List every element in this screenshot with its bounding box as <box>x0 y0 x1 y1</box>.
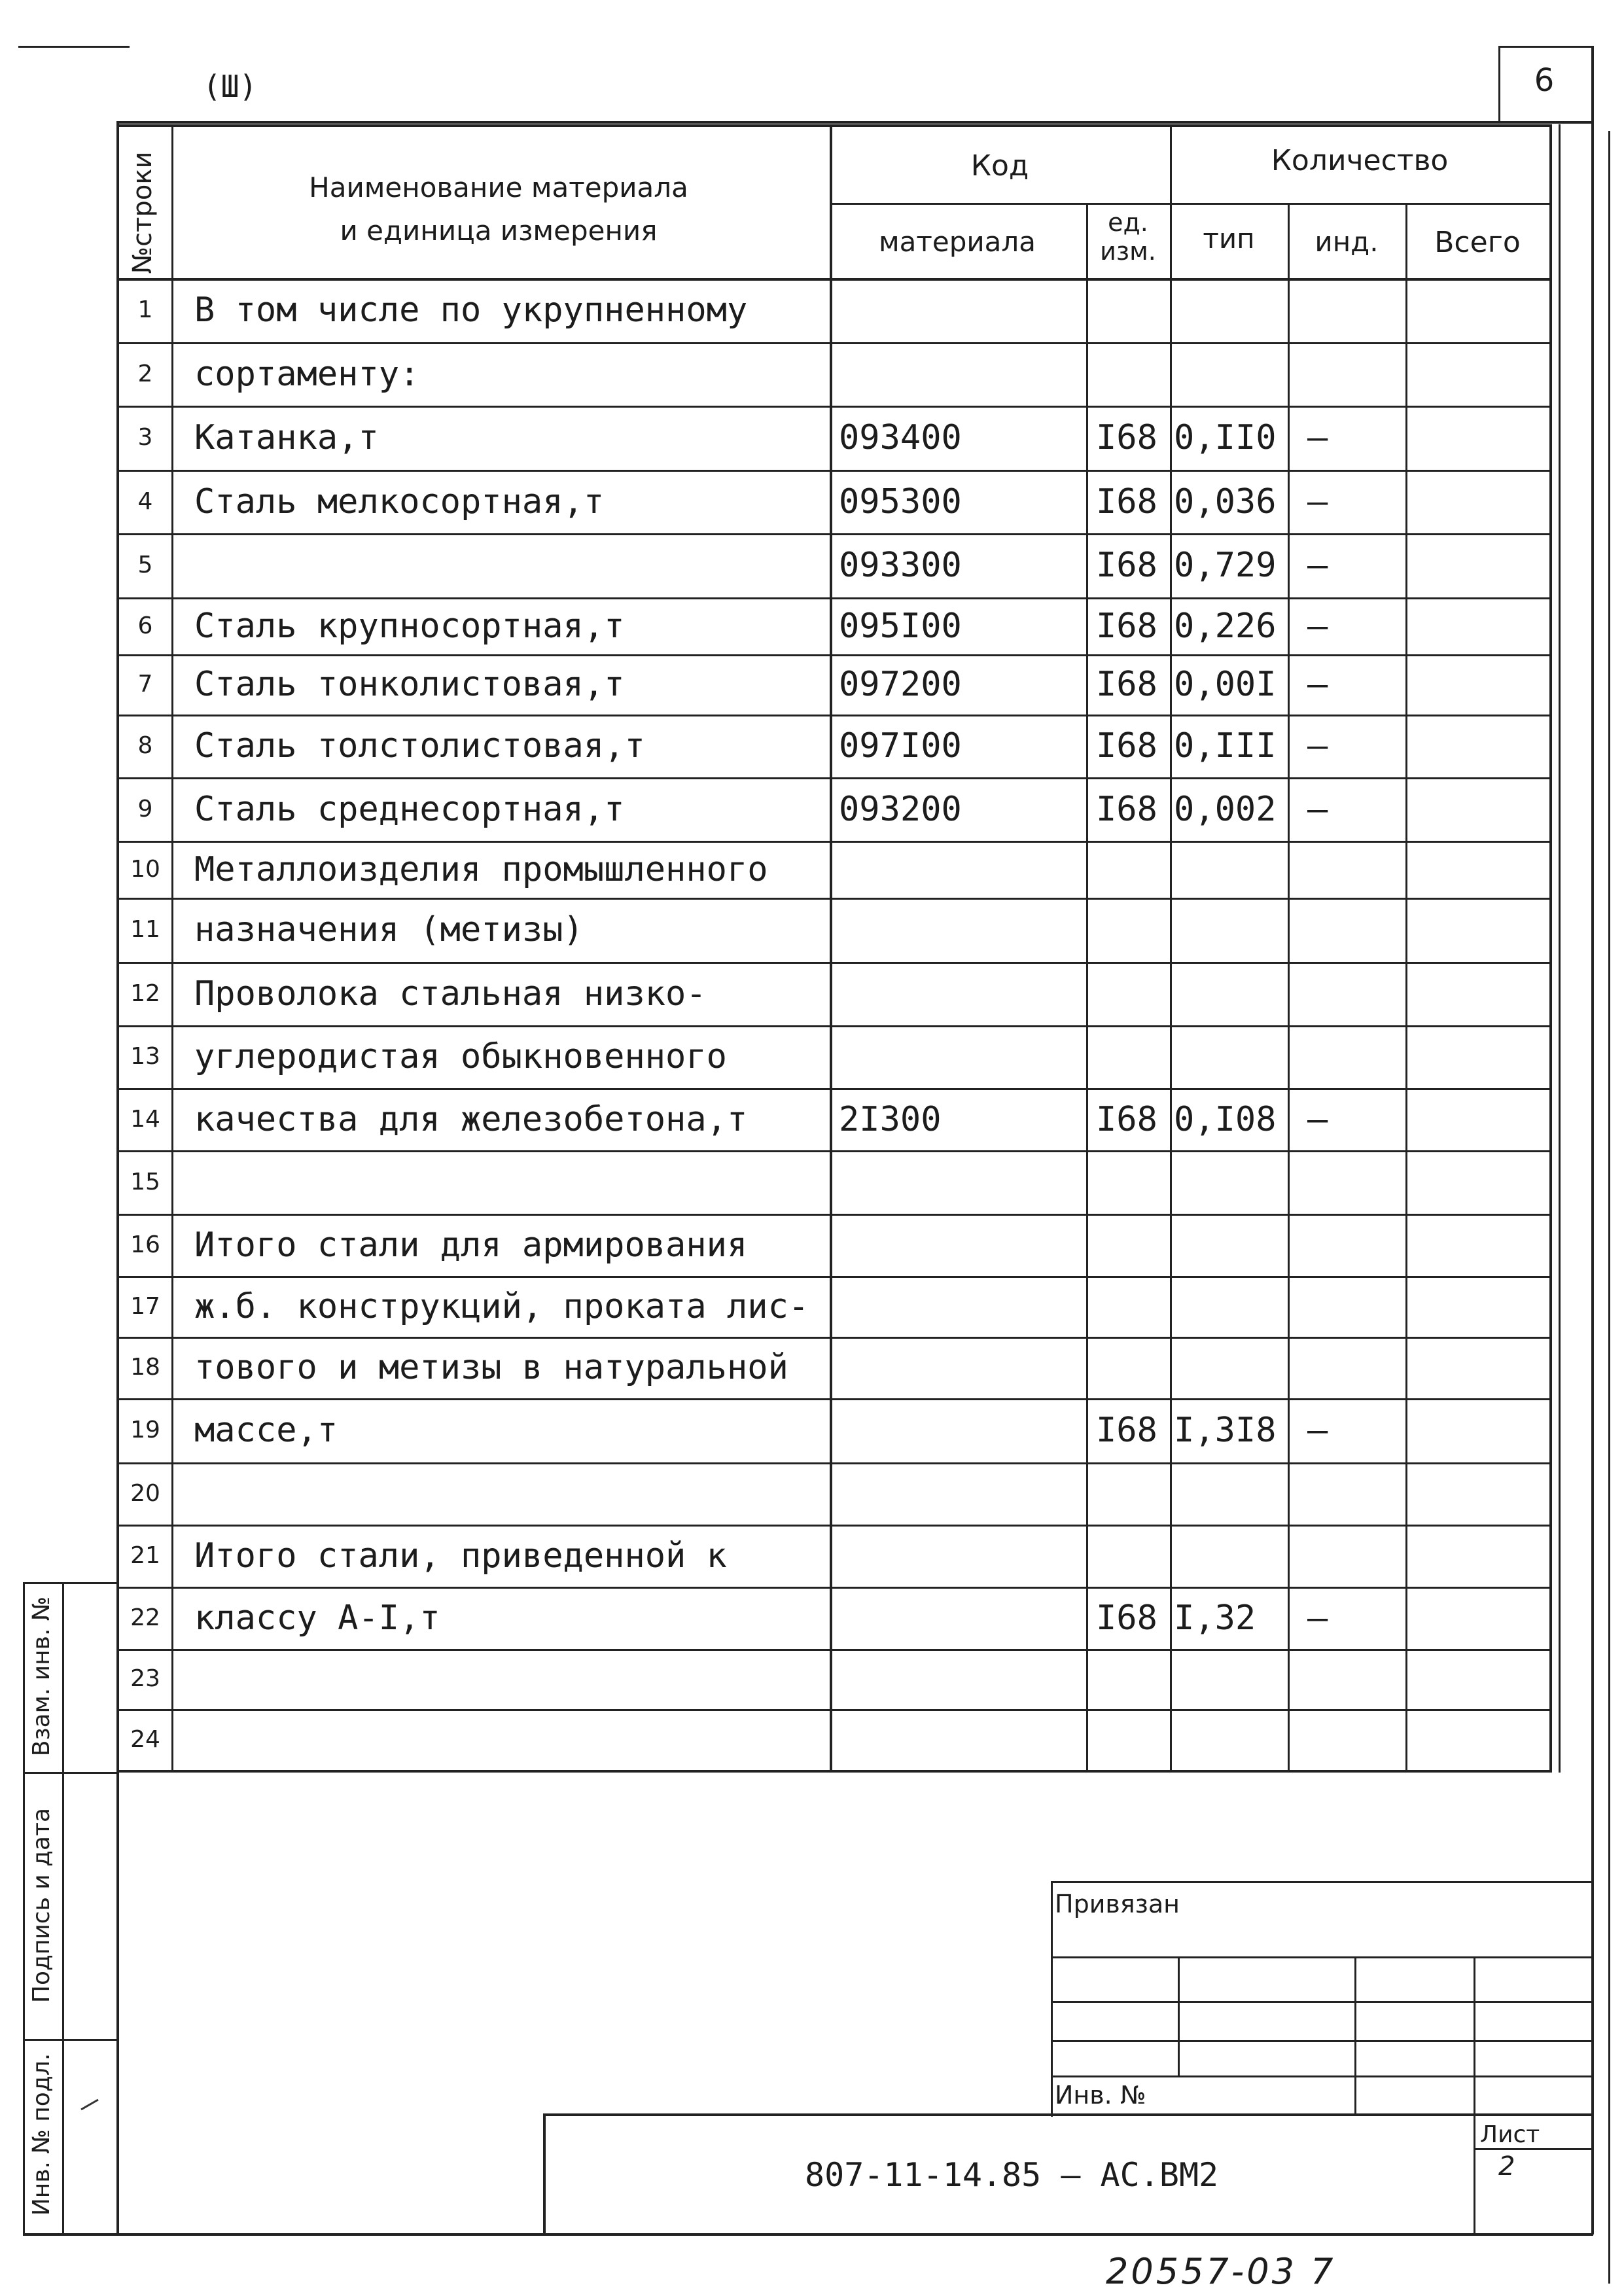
table-row-line <box>118 1709 1549 1711</box>
row-code: 095300 <box>839 482 962 521</box>
row-ind: – <box>1307 1099 1328 1139</box>
row-ind: – <box>1307 546 1328 585</box>
row-number: 13 <box>130 1043 160 1070</box>
row-unit: I68 <box>1096 1598 1157 1638</box>
header-unit-line2: изм. <box>1100 237 1156 266</box>
row-unit: I68 <box>1096 1099 1157 1139</box>
row-name: классу А-I,т <box>194 1598 440 1638</box>
header-name-line2: и единица измерения <box>340 215 658 247</box>
row-number: 5 <box>137 552 153 578</box>
row-unit: I68 <box>1096 606 1157 646</box>
frame-bottom <box>23 2233 1593 2236</box>
table-row-line <box>118 898 1549 900</box>
table-row-line <box>118 777 1549 779</box>
tb-sheet-label: Лист <box>1480 2121 1540 2148</box>
row-type: 0,II0 <box>1174 418 1277 457</box>
table-row-line <box>118 1770 1549 1773</box>
table-row-line <box>118 962 1549 964</box>
section-mark: (Ш) <box>203 69 258 104</box>
row-number: 8 <box>137 732 153 759</box>
row-code: 2I300 <box>839 1099 942 1139</box>
row-number: 10 <box>130 855 160 883</box>
row-unit: I68 <box>1096 482 1157 521</box>
row-unit: I68 <box>1096 665 1157 704</box>
tb-grid-h2 <box>1051 2001 1594 2003</box>
table-row-line <box>118 278 1549 281</box>
frame-top <box>118 121 1593 124</box>
row-type: 0,036 <box>1174 482 1277 521</box>
table-row-line <box>118 1649 1549 1651</box>
archive-number: 20557-03 7 <box>1106 2251 1336 2292</box>
tb-grid-h4 <box>1051 2075 1594 2077</box>
page-number: 6 <box>1534 62 1555 99</box>
header-name-line1: Наименование материала <box>309 171 688 203</box>
table-row-line <box>118 1276 1549 1278</box>
row-ind: – <box>1307 606 1328 646</box>
row-unit: I68 <box>1096 726 1157 766</box>
table-row-line <box>118 1462 1549 1464</box>
row-number: 15 <box>130 1168 160 1195</box>
header-total: Всего <box>1434 226 1521 259</box>
row-name: Сталь мелкосортная,т <box>194 482 605 521</box>
table-col-line <box>1288 203 1290 1773</box>
stamp-inv-podl: Инв. № подл. <box>28 2053 55 2216</box>
row-unit: I68 <box>1096 789 1157 829</box>
table-row-line <box>118 342 1549 344</box>
row-number: 14 <box>130 1105 160 1133</box>
row-name: сортаменту: <box>194 354 420 394</box>
frame-right <box>1591 46 1594 2234</box>
row-name: качества для железобетона,т <box>194 1099 748 1139</box>
tb-main-top <box>543 2113 1593 2116</box>
table-row-line <box>118 1525 1549 1527</box>
table-row-line <box>118 1587 1549 1589</box>
row-name: В том числе по укрупненному <box>194 291 748 330</box>
row-name: Итого стали, приведенной к <box>194 1536 727 1576</box>
stamp-sep-1 <box>23 1772 118 1774</box>
row-number: 11 <box>130 916 160 943</box>
table-col-line <box>1086 203 1088 1773</box>
table-row-line <box>118 533 1549 535</box>
tb-grid-h1 <box>1051 1956 1594 1958</box>
row-number: 3 <box>137 424 153 451</box>
row-code: 093200 <box>839 789 962 829</box>
row-name: углеродистая обыкновенного <box>194 1037 727 1076</box>
row-type: 0,00I <box>1174 665 1277 704</box>
table-row-line <box>118 1214 1549 1216</box>
row-unit: I68 <box>1096 546 1157 585</box>
row-number: 18 <box>130 1354 160 1381</box>
stamp-podpis: Подпись и дата <box>28 1807 55 2004</box>
row-type: 0,226 <box>1174 606 1277 646</box>
row-ind: – <box>1307 482 1328 521</box>
row-type: 0,III <box>1174 726 1277 766</box>
tb-privyazan-top <box>1051 1881 1594 1883</box>
row-name: массе,т <box>194 1411 338 1450</box>
tb-grid-v3 <box>1474 1956 1475 2113</box>
row-number: 4 <box>137 487 153 515</box>
table-row-line <box>118 406 1549 408</box>
table-right-outline <box>1559 124 1561 1773</box>
row-number: 16 <box>130 1231 160 1258</box>
row-ind: – <box>1307 789 1328 829</box>
row-ind: – <box>1307 726 1328 766</box>
page-no-box-left <box>1498 46 1500 123</box>
table-row-line <box>118 715 1549 716</box>
tb-inv-label: Инв. № <box>1055 2081 1146 2110</box>
row-number: 17 <box>130 1292 160 1320</box>
row-number: 23 <box>130 1665 160 1692</box>
table-row-line <box>118 1025 1549 1027</box>
row-number: 24 <box>130 1725 160 1753</box>
table-header-top <box>118 124 1549 127</box>
header-quantity: Количество <box>1271 144 1449 177</box>
row-code: 093300 <box>839 546 962 585</box>
table-row-line <box>118 1337 1549 1339</box>
row-name: Катанка,т <box>194 418 379 457</box>
row-number: 21 <box>130 1542 160 1569</box>
row-name: Сталь тонколистовая,т <box>194 665 625 704</box>
table-row-line <box>118 1088 1549 1090</box>
table-col-line <box>1405 203 1407 1773</box>
row-ind: – <box>1307 665 1328 704</box>
row-type: I,3I8 <box>1174 1411 1277 1450</box>
stamp-mid <box>62 1582 64 2234</box>
row-number: 6 <box>137 612 153 639</box>
row-type: 0,I08 <box>1174 1099 1277 1139</box>
row-name: Сталь крупносортная,т <box>194 606 625 646</box>
row-code: 097I00 <box>839 726 962 766</box>
row-ind: – <box>1307 1411 1328 1450</box>
row-name: Проволока стальная низко- <box>194 974 707 1014</box>
header-row-no: №строки <box>128 151 158 274</box>
row-name: назначения (метизы) <box>194 910 584 949</box>
row-number: 20 <box>130 1479 160 1507</box>
row-name: Итого стали для армирования <box>194 1225 748 1265</box>
tb-grid-v1 <box>1178 1956 1180 2075</box>
row-number: 9 <box>137 795 153 822</box>
tb-main-left <box>543 2113 546 2234</box>
row-type: I,32 <box>1174 1598 1256 1638</box>
page-no-box-top <box>1498 46 1593 48</box>
row-type: 0,729 <box>1174 546 1277 585</box>
row-code: 093400 <box>839 418 962 457</box>
table-row-line <box>118 1398 1549 1400</box>
table-row-line <box>118 841 1549 843</box>
table-header-mid <box>830 203 1549 205</box>
tb-sheet-number: 2 <box>1498 2151 1515 2181</box>
row-number: 22 <box>130 1604 160 1631</box>
row-name: Сталь толстолистовая,т <box>194 726 645 766</box>
table-col-line <box>830 124 832 1773</box>
header-code: Код <box>970 149 1029 183</box>
header-ind: инд. <box>1315 226 1379 258</box>
header-type: тип <box>1203 222 1255 255</box>
right-edge-line <box>1608 131 1610 2284</box>
tb-grid-h3 <box>1051 2040 1594 2042</box>
row-code: 097200 <box>839 665 962 704</box>
row-code: 095I00 <box>839 606 962 646</box>
row-name: Металлоизделия промышленного <box>194 849 768 889</box>
row-name: Сталь среднесортная,т <box>194 789 625 829</box>
row-name: ж.б. конструкций, проката лис- <box>194 1286 809 1326</box>
corner-mark <box>18 46 130 48</box>
header-material: материала <box>878 226 1036 258</box>
stamp-left <box>23 1582 25 2234</box>
row-number: 7 <box>137 671 153 698</box>
tb-privyazan-label: Привязан <box>1055 1890 1180 1918</box>
table-row-line <box>118 597 1549 599</box>
table-col-line <box>1549 124 1552 1773</box>
tb-privyazan-left <box>1051 1881 1053 2117</box>
row-ind: – <box>1307 1598 1328 1638</box>
row-unit: I68 <box>1096 1411 1157 1450</box>
row-type: 0,002 <box>1174 789 1277 829</box>
tb-sheet-left <box>1474 2113 1475 2234</box>
row-number: 12 <box>130 980 160 1007</box>
tb-grid-v2 <box>1354 1956 1356 2113</box>
table-col-line <box>171 124 173 1773</box>
row-ind: – <box>1307 418 1328 457</box>
tb-doc-code: 807-11-14.85 – АС.ВМ2 <box>805 2156 1219 2194</box>
table-row-line <box>118 654 1549 656</box>
row-number: 19 <box>130 1417 160 1443</box>
stamp-vzam: Взам. инв. № <box>28 1596 55 1757</box>
row-number: 1 <box>137 296 153 323</box>
header-unit-line1: ед. <box>1108 208 1148 237</box>
row-unit: I68 <box>1096 418 1157 457</box>
row-number: 2 <box>137 360 153 387</box>
row-name: тового и метизы в натуральной <box>194 1348 788 1387</box>
table-row-line <box>118 1150 1549 1152</box>
table-col-line <box>1170 124 1172 1773</box>
table-row-line <box>118 470 1549 472</box>
stamp-dash-mark <box>80 2099 98 2111</box>
tb-sheet-sep <box>1474 2148 1593 2150</box>
